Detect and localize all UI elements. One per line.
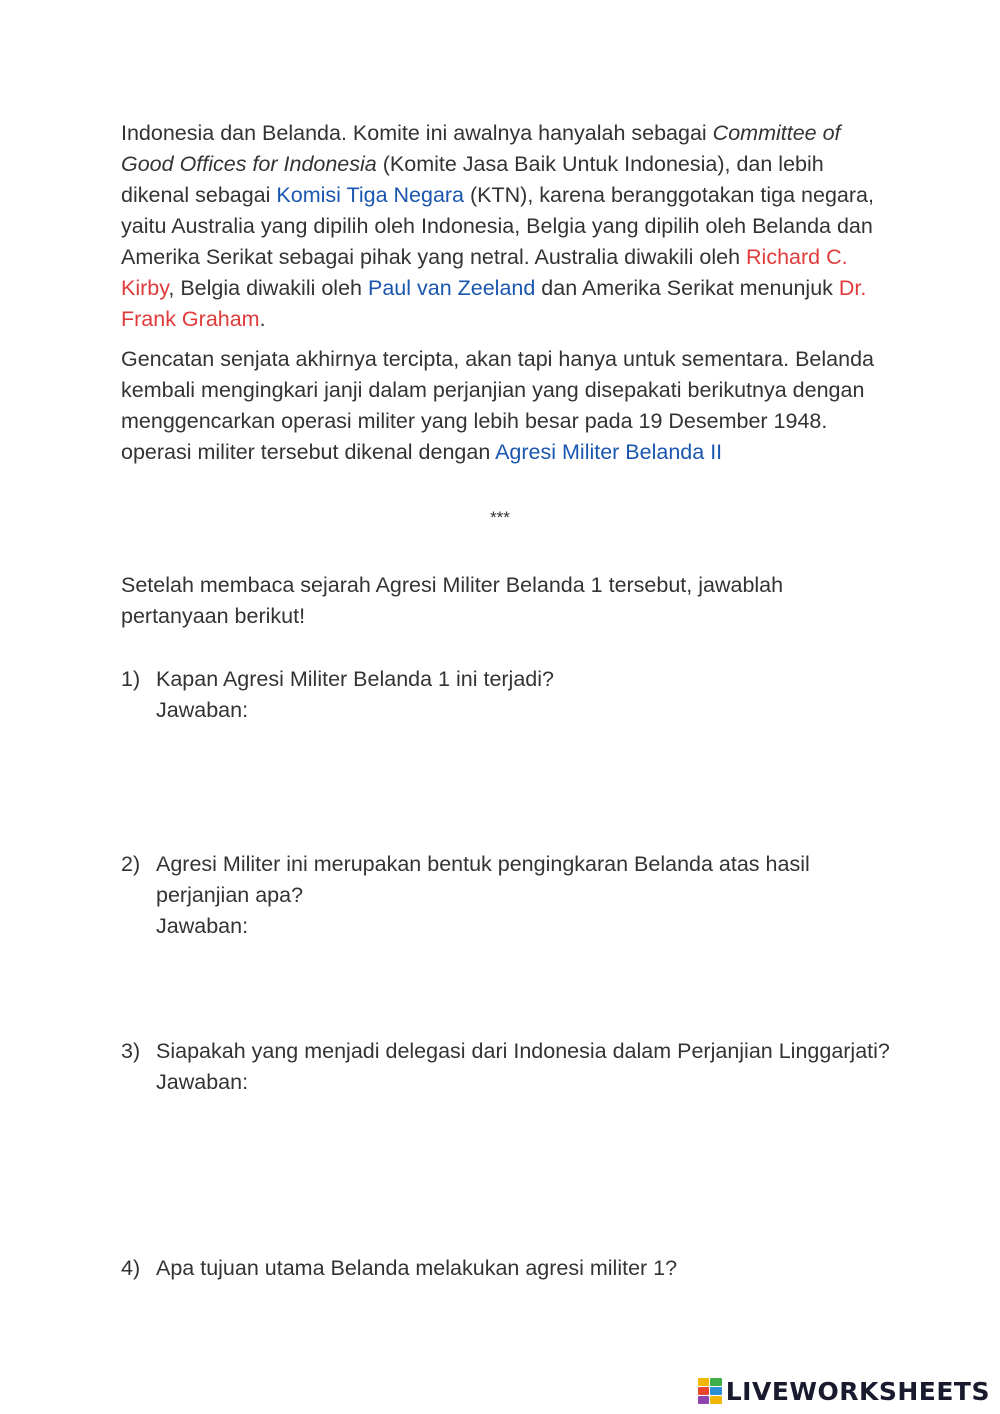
liveworksheets-brand (698, 1374, 990, 1408)
question-text: Siapakah yang menjadi delegasi dari Indonesia dalam Perjanjian Linggarjati? (156, 1039, 890, 1063)
question-text: Kapan Agresi Militer Belanda 1 ini terjadi? (156, 667, 554, 691)
answer-label[interactable]: Jawaban: (156, 914, 249, 938)
brand-name: LIVEWORKSHEETS (725, 1376, 990, 1406)
link-richard-kirby[interactable]: Richard C. Kirby (121, 245, 848, 300)
link-paul-van-zeeland[interactable]: Paul van Zeeland (367, 276, 536, 300)
liveworksheets-logo-icon (698, 1378, 722, 1404)
text-segment: (Komite Jasa Baik Untuk Indonesia), dan lebih dikenal sebagai (121, 152, 824, 207)
link-frank-graham[interactable]: Dr. Frank Graham (121, 276, 867, 331)
history-paragraph-2 (121, 344, 891, 468)
text-segment: (KTN), karena beranggotakan tiga negara, yaitu Australia yang dipilih oleh Indonesia, Belgia yang dipilih oleh Belanda dan Amerika Serikat sebagai pihak yang netral. Australia diwakili oleh (121, 183, 874, 269)
question-text: Apa tujuan utama Belanda melakukan agresi militer 1? (156, 1256, 678, 1280)
question-number: 2) (121, 852, 141, 876)
text-segment: , Belgia diwakili oleh (168, 276, 368, 300)
text-segment: . (259, 307, 266, 331)
link-komisi-tiga-negara[interactable]: Komisi Tiga Negara (276, 183, 465, 207)
text-segment: Gencatan senjata akhirnya tercipta, akan tapi hanya untuk sementara. Belanda kembali mengingkari janji dalam perjanjian yang disepakati berikutnya dengan menggencarkan operasi militer yang lebih besar pada 19 Desember 1948. operasi militer tersebut dikenal dengan (121, 347, 874, 464)
question-number: 1) (121, 667, 141, 691)
history-paragraph-1 (121, 118, 891, 335)
italic-title: Committee of Good Offices for Indonesia (121, 121, 841, 176)
answer-label[interactable]: Jawaban: (156, 1070, 249, 1094)
question-number: 3) (121, 1039, 141, 1063)
link-agresi-militer-belanda-ii[interactable]: Agresi Militer Belanda II (495, 440, 723, 464)
question-text: Agresi Militer ini merupakan bentuk pengingkaran Belanda atas hasil perjanjian apa? (156, 852, 810, 907)
text-segment: Indonesia dan Belanda. Komite ini awalnya hanyalah sebagai (121, 121, 713, 145)
section-separator: *** (490, 508, 510, 527)
instruction-text: Setelah membaca sejarah Agresi Militer Belanda 1 tersebut, jawablah pertanyaan berikut! (121, 573, 784, 628)
answer-label[interactable]: Jawaban: (156, 698, 249, 722)
question-number: 4) (121, 1256, 141, 1280)
text-segment: dan Amerika Serikat menunjuk (535, 276, 839, 300)
